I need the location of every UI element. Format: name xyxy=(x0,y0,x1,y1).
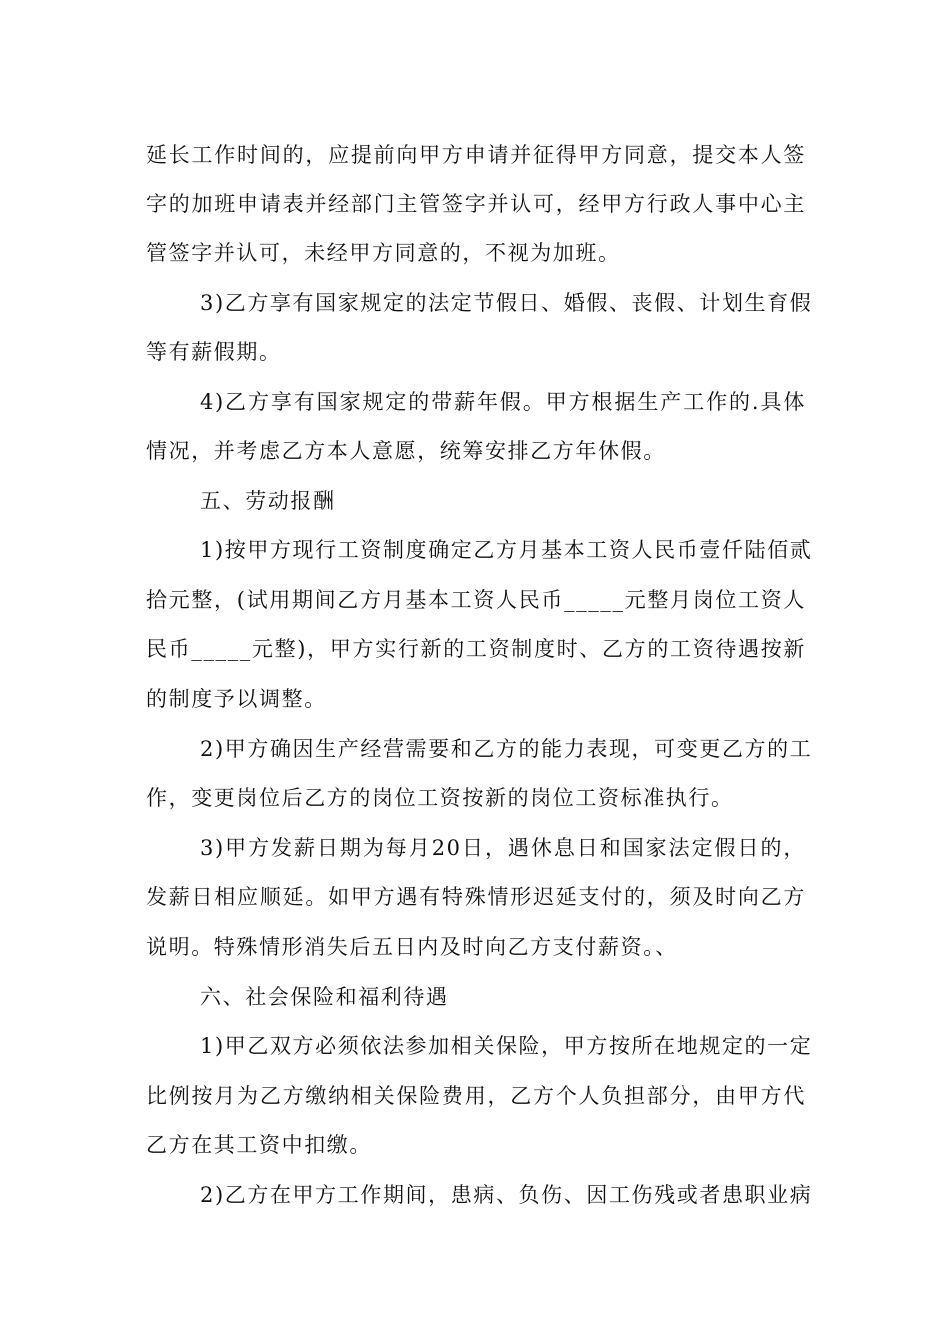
section-heading-social-insurance: 六、社会保险和福利待遇 xyxy=(200,985,449,1009)
paragraph-line-15: 3)甲方发薪日期为每月20日，遇休息日和国家法定假日的， xyxy=(200,836,806,860)
paragraph-line-1: 延长工作时间的，应提前向甲方申请并征得甲方同意，提交本人签 xyxy=(146,143,806,167)
paragraph-line-3: 管签字并认可，未经甲方同意的，不视为加班。 xyxy=(146,241,621,265)
paragraph-line-20: 比例按月为乙方缴纳相关保险费用，乙方个人负担部分，由甲方代 xyxy=(146,1084,806,1108)
paragraph-line-7: 情况，并考虑乙方本人意愿，统筹安排乙方年休假。 xyxy=(146,439,666,463)
paragraph-line-16: 发薪日相应顺延。如甲方遇有特殊情形迟延支付的，须及时向乙方 xyxy=(146,885,806,909)
paragraph-line-21: 乙方在其工资中扣缴。 xyxy=(146,1133,372,1157)
paragraph-line-14: 作，变更岗位后乙方的岗位工资按新的岗位工资标准执行。 xyxy=(146,786,734,810)
paragraph-line-2: 字的加班申请表并经部门主管签字并认可，经甲方行政人事中心主 xyxy=(146,192,806,216)
paragraph-line-13: 2)甲方确因生产经营需要和乙方的能力表现，可变更乙方的工 xyxy=(200,737,813,761)
paragraph-line-9: 1)按甲方现行工资制度确定乙方月基本工资人民币壹仟陆佰贰 xyxy=(200,538,813,562)
paragraph-line-6: 4)乙方享有国家规定的带薪年假。甲方根据生产工作的.具体 xyxy=(200,390,806,414)
paragraph-line-19: 1)甲乙双方必须依法参加相关保险，甲方按所在地规定的一定 xyxy=(200,1034,813,1058)
paragraph-line-5: 等有薪假期。 xyxy=(146,340,282,364)
paragraph-line-11: 民币_____元整)，甲方实行新的工资制度时、乙方的工资待遇按新 xyxy=(146,637,806,661)
paragraph-line-17: 说明。特殊情形消失后五日内及时向乙方支付薪资。、 xyxy=(146,935,678,959)
section-heading-labor-pay: 五、劳动报酬 xyxy=(200,489,336,513)
paragraph-line-12: 的制度予以调整。 xyxy=(146,687,327,711)
paragraph-line-22: 2)乙方在甲方工作期间，患病、负伤、因工伤残或者患职业病 xyxy=(200,1183,813,1207)
paragraph-line-4: 3)乙方享有国家规定的法定节假日、婚假、丧假、计划生育假 xyxy=(200,291,813,315)
paragraph-line-10: 拾元整，(试用期间乙方月基本工资人民币_____元整月岗位工资人 xyxy=(146,588,806,612)
